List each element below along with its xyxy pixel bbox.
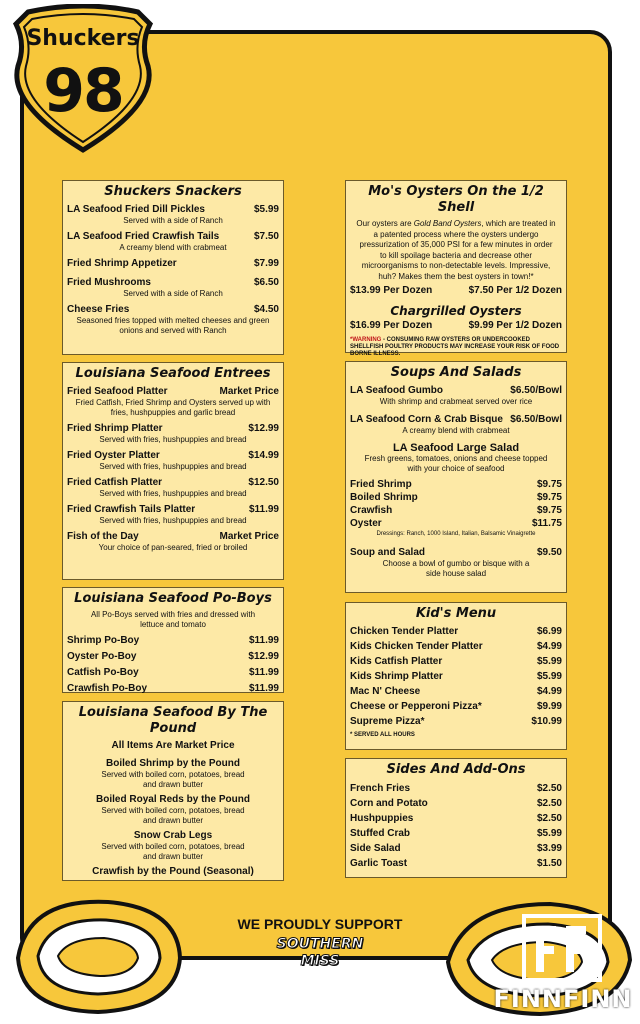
item-name: Fried Shrimp Platter bbox=[67, 423, 163, 434]
shuckers-98-logo bbox=[8, 4, 158, 154]
item-price: $5.99 bbox=[253, 204, 279, 215]
item-name: French Fries bbox=[350, 783, 411, 794]
item-name: Crawfish bbox=[350, 505, 393, 516]
list-item bbox=[67, 449, 279, 472]
item-price: $12.99 bbox=[248, 423, 279, 434]
item-name: Fried Shrimp Appetizer bbox=[67, 258, 177, 269]
item-name: Fried Catfish Platter bbox=[67, 477, 163, 488]
item-price: $3.99 bbox=[536, 843, 562, 854]
oysters-title: Mo's Oysters On the 1/2 Shell bbox=[368, 184, 544, 215]
item-desc: Choose a bowl of gumbo or bisque with a side house salad bbox=[382, 559, 530, 578]
item-price: $9.50 bbox=[536, 547, 562, 558]
item-price: $11.99 bbox=[248, 667, 279, 678]
intro-brand: Gold Band Oysters bbox=[413, 219, 482, 228]
item-name: Boiled Shrimp bbox=[350, 492, 418, 503]
item-price: $4.99 bbox=[536, 641, 562, 652]
list-item bbox=[67, 866, 279, 878]
list-item bbox=[350, 857, 562, 870]
item-name: Oyster Po-Boy bbox=[67, 651, 137, 662]
snackers-panel bbox=[62, 180, 284, 355]
item-name: Soup and Salad bbox=[350, 547, 426, 558]
watermark-logo-icon bbox=[522, 914, 602, 982]
oysters-panel bbox=[345, 180, 567, 357]
list-item bbox=[350, 478, 562, 491]
item-name: LA Seafood Fried Dill Pickles bbox=[67, 204, 205, 215]
brand-number: 98 bbox=[43, 56, 123, 126]
team-line1: SOUTHERN bbox=[276, 936, 364, 952]
item-desc: Served with boiled corn, potatoes, bread and drawn butter bbox=[101, 806, 245, 825]
list-item bbox=[350, 842, 562, 855]
item-desc: Seasoned fries topped with melted cheeses and green onions and served with Ranch bbox=[76, 316, 270, 335]
item-name: Chicken Tender Platter bbox=[350, 626, 459, 637]
item-price: $11.99 bbox=[248, 683, 279, 694]
list-item bbox=[67, 230, 279, 253]
item-price: $6.99 bbox=[536, 626, 562, 637]
entrees-title: Louisiana Seafood Entrees bbox=[75, 366, 271, 381]
list-item bbox=[67, 666, 279, 679]
chargrilled-title: Chargrilled Oysters bbox=[390, 304, 522, 318]
item-name: Boiled Shrimp by the Pound bbox=[106, 758, 240, 769]
item-price: $9.75 bbox=[536, 505, 562, 516]
item-price: $9.75 bbox=[536, 492, 562, 503]
oyster-shell-left-icon bbox=[8, 888, 188, 1018]
list-item bbox=[67, 476, 279, 499]
price-dozen: $16.99 Per Dozen bbox=[350, 320, 433, 331]
item-price: $2.50 bbox=[536, 798, 562, 809]
item-name: Garlic Toast bbox=[350, 858, 408, 869]
item-price: $9.99 bbox=[536, 701, 562, 712]
pound-panel bbox=[62, 701, 284, 881]
list-item bbox=[67, 385, 279, 418]
item-name: Mac N' Cheese bbox=[350, 686, 421, 697]
soups-title: Soups And Salads bbox=[390, 365, 522, 380]
item-price: $5.99 bbox=[536, 828, 562, 839]
list-item bbox=[350, 655, 562, 668]
intro-post: , which are treated in a patented process where the oysters undergo pressurization of 35,000 PSI for a few minutes in order to kill spoilage bacteria and decrease other microorganisms to non-detectable levels. Impressive, huh? Makes them the best oysters in town!* bbox=[359, 219, 556, 281]
raw-oyster-warning bbox=[350, 337, 562, 358]
item-price: $2.50 bbox=[536, 813, 562, 824]
item-name: Fried Shrimp bbox=[350, 479, 412, 490]
list-item bbox=[350, 546, 562, 559]
list-item bbox=[350, 670, 562, 683]
warning-text: - CONSUMING RAW OYSTERS OR UNDERCOOKED SHELLFISH POULTRY PRODUCTS MAY INCREASE YOUR RISK OF FOOD BORNE ILLNESS. bbox=[350, 337, 560, 357]
item-price: Market Price bbox=[219, 531, 279, 542]
item-name: Kids Shrimp Platter bbox=[350, 671, 443, 682]
salad-desc: Fresh greens, tomatoes, onions and cheese topped with your choice of seafood bbox=[364, 454, 548, 473]
item-price: $10.99 bbox=[531, 716, 562, 727]
item-price: $7.50 bbox=[253, 231, 279, 242]
item-name: Fish of the Day bbox=[67, 531, 139, 542]
item-name: LA Seafood Gumbo bbox=[350, 385, 443, 396]
item-desc: Your choice of pan-seared, fried or broiled bbox=[98, 543, 248, 552]
price-dozen: $13.99 Per Dozen bbox=[350, 285, 433, 296]
list-item bbox=[350, 827, 562, 840]
list-item bbox=[67, 634, 279, 647]
item-name: Side Salad bbox=[350, 843, 401, 854]
item-desc: With shrimp and crabmeat served over rice bbox=[379, 397, 533, 406]
item-price: $12.50 bbox=[248, 477, 279, 488]
watermark-text: FINNFINN bbox=[493, 985, 633, 1013]
list-item bbox=[350, 491, 562, 504]
item-name: Cheese or Pepperoni Pizza* bbox=[350, 701, 482, 712]
list-item bbox=[67, 422, 279, 445]
item-price: $14.99 bbox=[248, 450, 279, 461]
kids-panel bbox=[345, 602, 567, 750]
item-name: Crawfish by the Pound (Seasonal) bbox=[92, 866, 254, 877]
list-item bbox=[67, 794, 279, 826]
team-line2: MISS bbox=[300, 953, 340, 969]
soups-panel bbox=[345, 361, 567, 593]
sides-panel bbox=[345, 758, 567, 878]
item-name: LA Seafood Fried Crawfish Tails bbox=[67, 231, 220, 242]
item-name: Cheese Fries bbox=[67, 304, 130, 315]
item-name: Kids Chicken Tender Platter bbox=[350, 641, 483, 652]
item-name: Corn and Potato bbox=[350, 798, 428, 809]
item-name: Fried Mushrooms bbox=[67, 277, 151, 288]
item-price: $11.75 bbox=[531, 518, 562, 529]
item-desc: Served with fries, hushpuppies and bread bbox=[99, 489, 247, 498]
item-desc: Served with boiled corn, potatoes, bread and drawn butter bbox=[101, 770, 245, 789]
item-name: Supreme Pizza* bbox=[350, 716, 425, 727]
item-desc: Served with fries, hushpuppies and bread bbox=[99, 516, 247, 525]
list-item bbox=[350, 715, 562, 728]
list-item bbox=[67, 257, 279, 270]
item-name: Fried Crawfish Tails Platter bbox=[67, 504, 196, 515]
item-price: $9.75 bbox=[536, 479, 562, 490]
item-price: $5.99 bbox=[536, 656, 562, 667]
price-half-dozen: $7.50 Per 1/2 Dozen bbox=[468, 285, 562, 296]
poboys-title: Louisiana Seafood Po-Boys bbox=[74, 591, 272, 606]
list-item bbox=[350, 812, 562, 825]
snackers-title: Shuckers Snackers bbox=[104, 184, 242, 199]
list-item bbox=[67, 650, 279, 663]
item-price: $6.50/Bowl bbox=[510, 414, 562, 425]
item-price: $11.99 bbox=[248, 635, 279, 646]
support-heading: WE PROUDLY SUPPORT bbox=[237, 916, 403, 932]
list-item bbox=[67, 530, 279, 553]
item-desc: Served with boiled corn, potatoes, bread and drawn butter bbox=[101, 842, 245, 861]
dressings-note: Dressings: Ranch, 1000 Island, Italian, Balsamic Vinaigrette bbox=[376, 531, 536, 537]
item-name: Oyster bbox=[350, 518, 382, 529]
chargrilled-prices bbox=[350, 319, 562, 332]
list-item bbox=[350, 797, 562, 810]
brand-name: Shuckers bbox=[26, 26, 140, 51]
list-item bbox=[350, 640, 562, 653]
item-name: Crawfish Po-Boy bbox=[67, 683, 148, 694]
intro-pre: Our oysters are bbox=[356, 219, 414, 228]
item-price: $2.50 bbox=[536, 783, 562, 794]
item-desc: A creamy blend with crabmeat bbox=[402, 426, 510, 435]
list-item bbox=[67, 758, 279, 790]
pound-title: Louisiana Seafood By The Pound bbox=[78, 705, 268, 736]
list-item bbox=[67, 203, 279, 226]
item-price: $4.50 bbox=[253, 304, 279, 315]
item-name: Shrimp Po-Boy bbox=[67, 635, 140, 646]
item-name: Fried Oyster Platter bbox=[67, 450, 160, 461]
item-desc: Served with fries, hushpuppies and bread bbox=[99, 462, 247, 471]
item-desc: Fried Catfish, Fried Shrimp and Oysters served up with fries, hushpuppies and garlic bread bbox=[75, 398, 271, 417]
list-item bbox=[350, 700, 562, 713]
list-item bbox=[67, 830, 279, 862]
list-item bbox=[350, 625, 562, 638]
item-price: $6.50/Bowl bbox=[510, 385, 562, 396]
list-item bbox=[67, 682, 279, 695]
item-name: Boiled Royal Reds by the Pound bbox=[96, 794, 250, 805]
sides-title: Sides And Add-Ons bbox=[386, 762, 526, 777]
item-name: Kids Catfish Platter bbox=[350, 656, 443, 667]
item-price: $6.50 bbox=[253, 277, 279, 288]
kids-note: * SERVED ALL HOURS bbox=[350, 732, 415, 738]
list-item bbox=[350, 782, 562, 795]
list-item bbox=[350, 517, 562, 530]
item-price: Market Price bbox=[219, 386, 279, 397]
item-name: Stuffed Crab bbox=[350, 828, 410, 839]
item-desc: Served with fries, hushpuppies and bread bbox=[99, 435, 247, 444]
warning-label: *WARNING bbox=[350, 337, 382, 343]
item-desc: Served with a side of Ranch bbox=[123, 289, 223, 298]
item-name: LA Seafood Corn & Crab Bisque bbox=[350, 414, 503, 425]
item-price: $1.50 bbox=[536, 858, 562, 869]
list-item bbox=[67, 503, 279, 526]
item-desc: Served with a side of Ranch bbox=[123, 216, 223, 225]
item-name: Snow Crab Legs bbox=[133, 830, 213, 841]
item-name: Catfish Po-Boy bbox=[67, 667, 139, 678]
item-name: Fried Seafood Platter bbox=[67, 386, 168, 397]
list-item bbox=[67, 276, 279, 299]
poboys-panel bbox=[62, 587, 284, 693]
list-item bbox=[350, 685, 562, 698]
entrees-panel bbox=[62, 362, 284, 580]
poboys-subtitle: All Po-Boys served with fries and dressed with lettuce and tomato bbox=[90, 610, 256, 629]
southern-miss-logo bbox=[264, 936, 376, 974]
list-item bbox=[67, 303, 279, 336]
item-price: $11.99 bbox=[248, 504, 279, 515]
kids-title: Kid's Menu bbox=[415, 606, 497, 621]
oyster-prices bbox=[350, 284, 562, 297]
pound-subtitle: All Items Are Market Price bbox=[111, 740, 235, 751]
item-price: $5.99 bbox=[536, 671, 562, 682]
item-price: $4.99 bbox=[536, 686, 562, 697]
item-name: Hushpuppies bbox=[350, 813, 414, 824]
list-item bbox=[350, 384, 562, 397]
list-item bbox=[350, 413, 562, 426]
salad-title: LA Seafood Large Salad bbox=[392, 442, 520, 454]
oysters-intro bbox=[350, 219, 562, 282]
item-price: $12.99 bbox=[248, 651, 279, 662]
price-half-dozen: $9.99 Per 1/2 Dozen bbox=[468, 320, 562, 331]
item-price: $7.99 bbox=[253, 258, 279, 269]
list-item bbox=[350, 504, 562, 517]
item-desc: A creamy blend with crabmeat bbox=[119, 243, 227, 252]
